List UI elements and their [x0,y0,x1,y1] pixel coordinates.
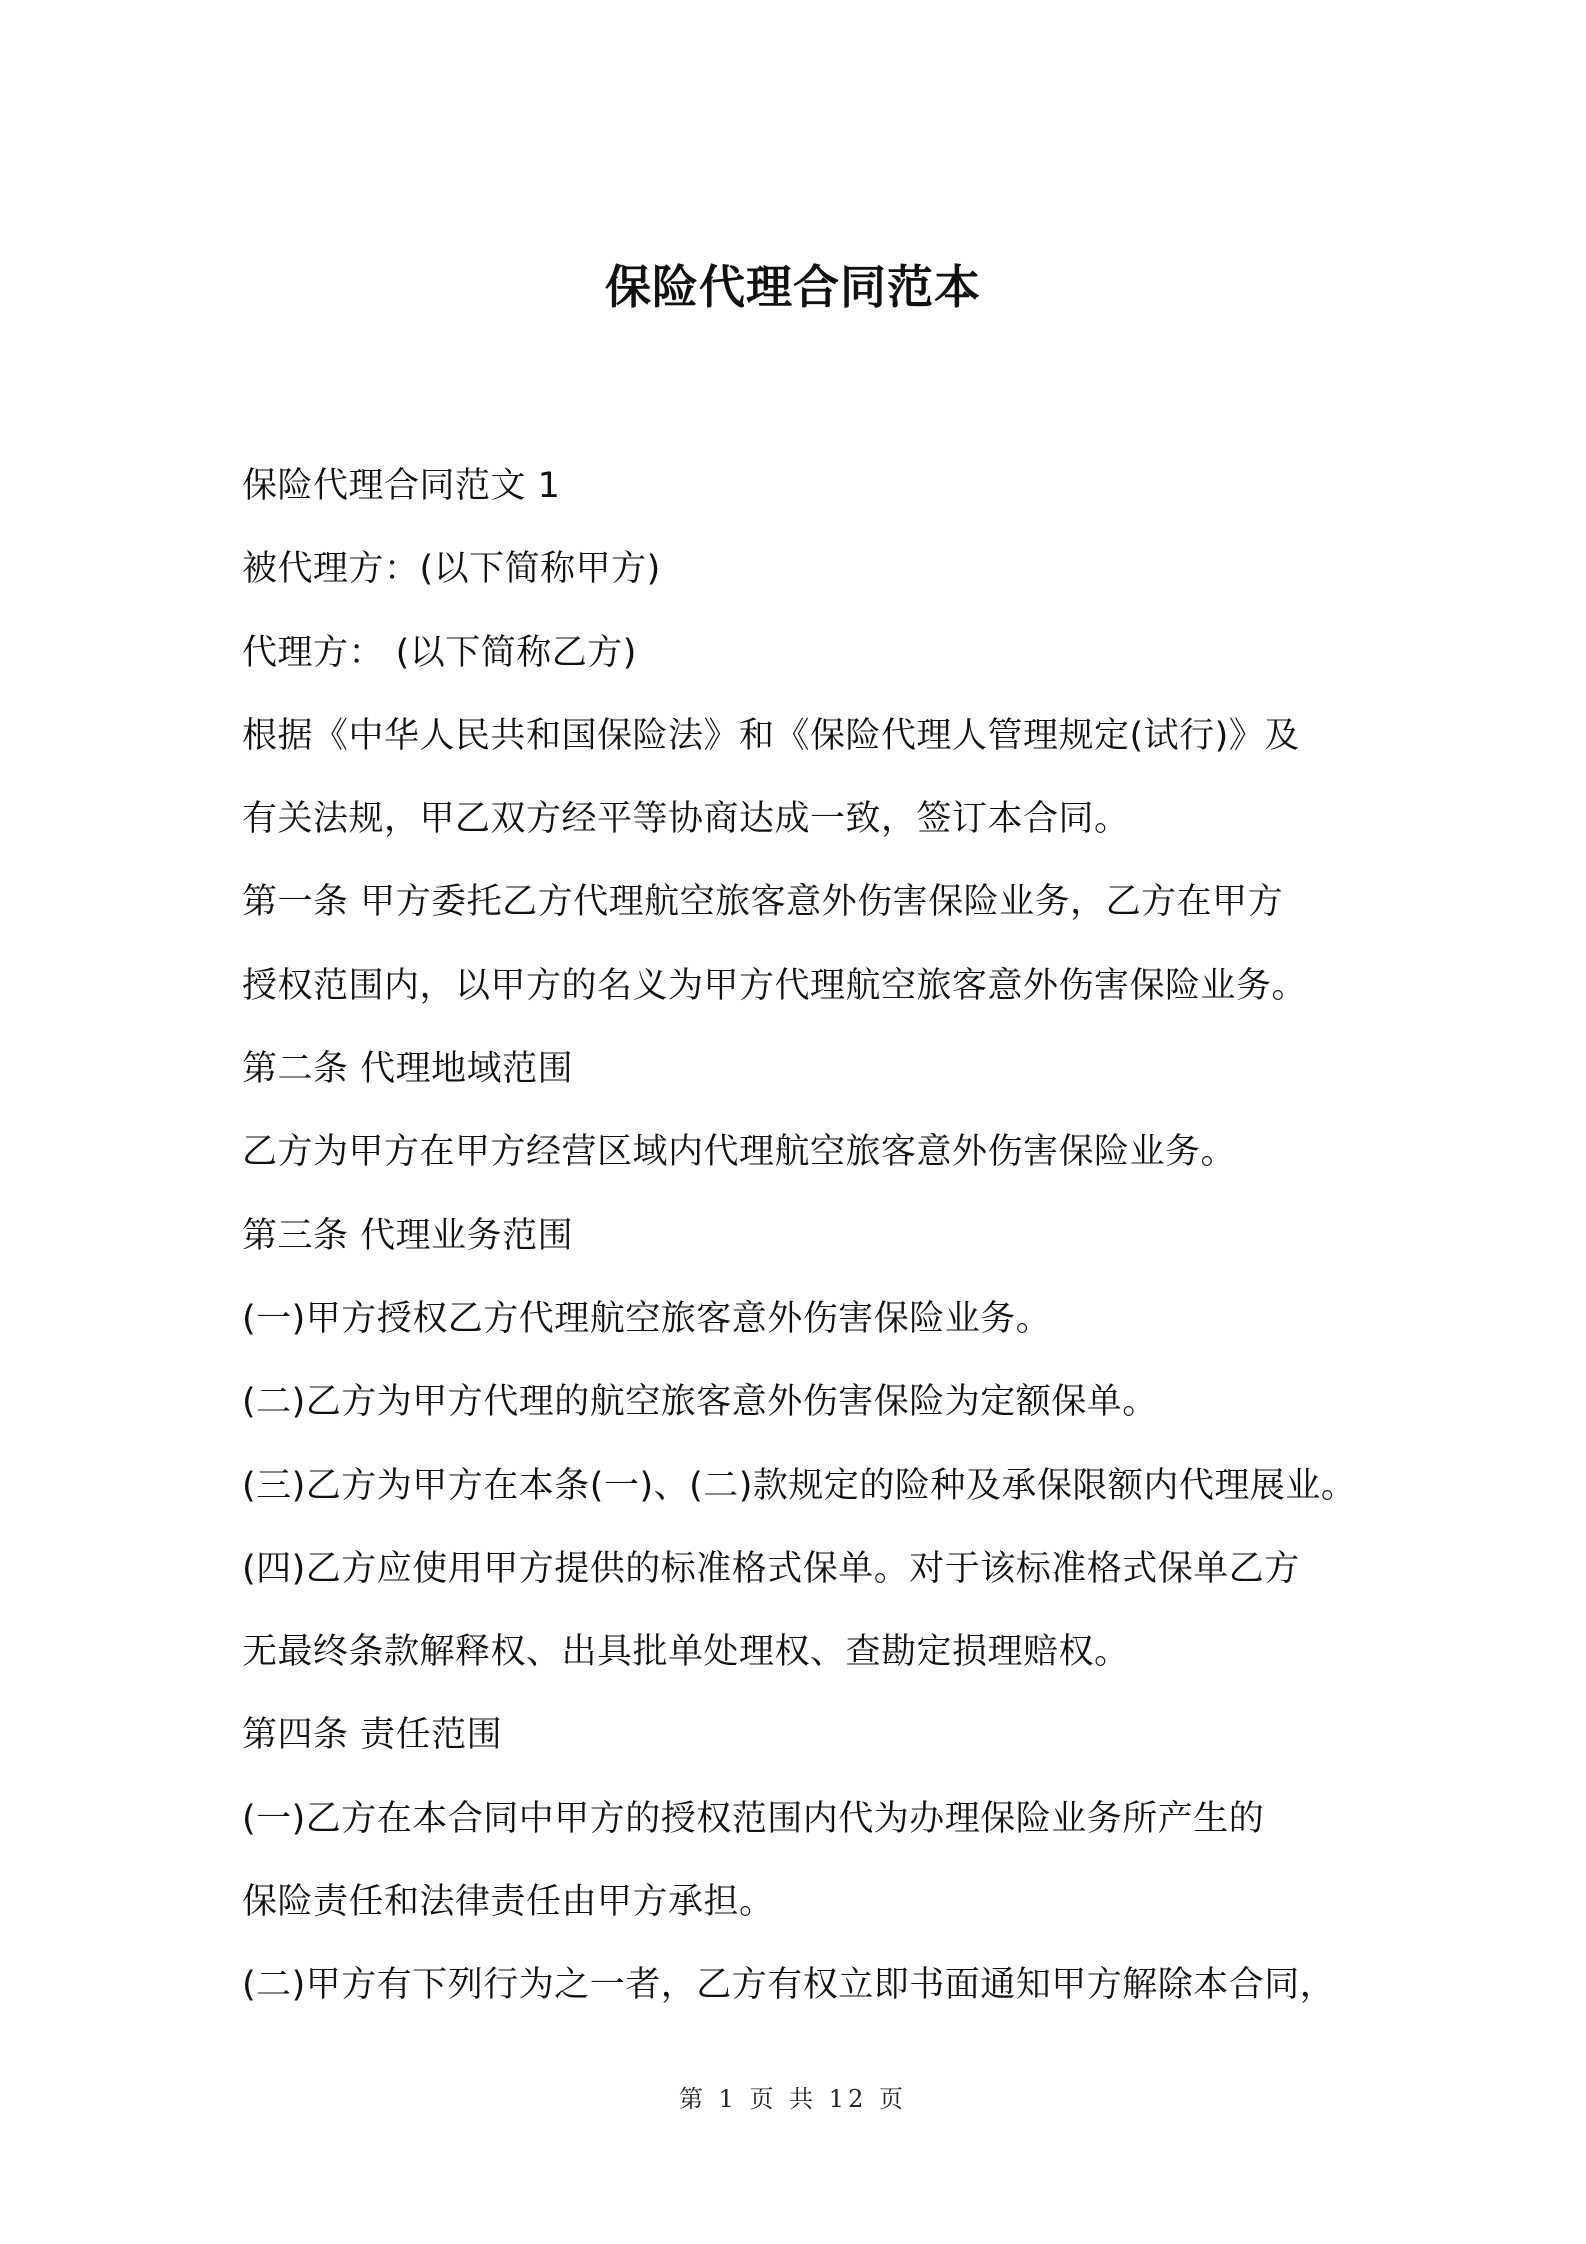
document-body [242,445,1402,2028]
text-line: 根据《中华人民共和国保险法》和《保险代理人管理规定(试行)》及 [242,715,1300,756]
document-title: 保险代理合同范本 [605,260,981,314]
text-line: 无最终条款解释权、出具批单处理权、查勘定损理赔权。 [242,1632,1130,1673]
text-line: (四)乙方应使用甲方提供的标准格式保单。对于该标准格式保单乙方 [242,1548,1300,1589]
text-line: (一)甲方授权乙方代理航空旅客意外伤害保险业务。 [242,1298,1052,1339]
text-line: 第四条 责任范围 [242,1715,503,1756]
text-line: 乙方为甲方在甲方经营区域内代理航空旅客意外伤害保险业务。 [242,1132,1237,1173]
text-line: 第三条 代理业务范围 [242,1215,574,1256]
text-line: 代理方： (以下简称乙方) [242,632,637,673]
text-line: (二)乙方为甲方代理的航空旅客意外伤害保险为定额保单。 [242,1382,1158,1423]
text-line: (二)甲方有下列行为之一者，乙方有权立即书面通知甲方解除本合同， [242,1965,1336,2006]
text-line: 有关法规，甲乙双方经平等协商达成一致，签订本合同。 [242,799,1130,840]
text-line: 被代理方：(以下简称甲方) [242,549,661,590]
text-line: (三)乙方为甲方在本条(一)、(二)款规定的险种及承保限额内代理展业。 [242,1465,1357,1506]
text-line: 第二条 代理地域范围 [242,1049,574,1090]
text-line: (一)乙方在本合同中甲方的授权范围内代为办理保险业务所产生的 [242,1798,1265,1839]
text-line: 授权范围内，以甲方的名义为甲方代理航空旅客意外伤害保险业务。 [242,965,1308,1006]
text-line: 第一条 甲方委托乙方代理航空旅客意外伤害保险业务，乙方在甲方 [242,882,1284,923]
text-line: 保险责任和法律责任由甲方承担。 [242,1882,775,1923]
text-line: 保险代理合同范文 1 [242,466,561,506]
page-number-footer: 第 1 页 共 12 页 [679,2085,907,2113]
